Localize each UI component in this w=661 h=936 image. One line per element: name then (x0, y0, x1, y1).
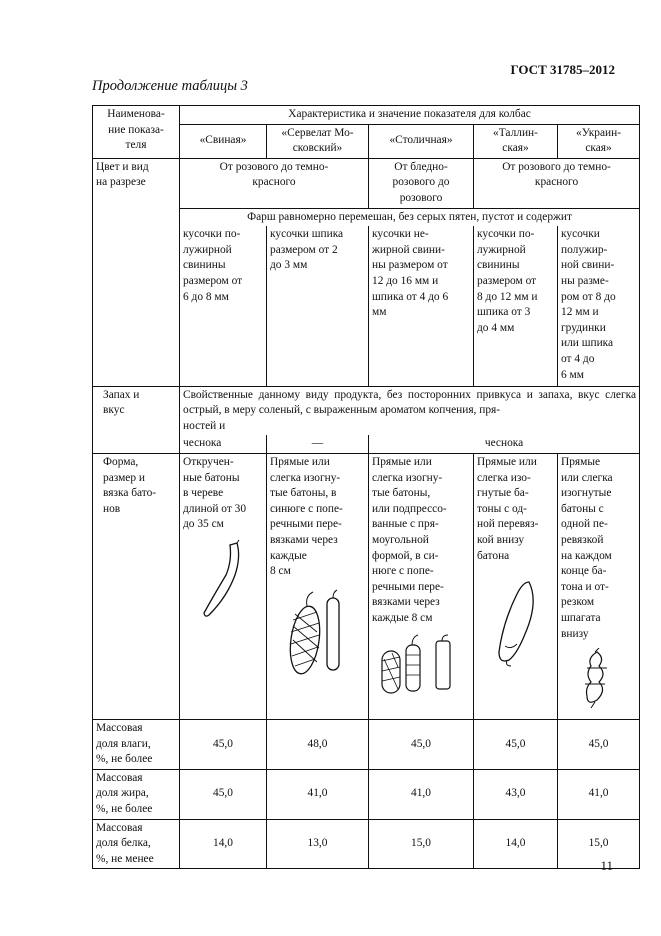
stuffing-cell: кусочки шпика размером от 2 до 3 мм (267, 226, 369, 386)
stuffing-cell: кусочки по- лужирной свинины размером от 6 до 8 мм (180, 226, 267, 386)
fat-value: 41,0 (369, 769, 474, 819)
product-header: «Столичная» (369, 124, 474, 158)
protein-label: Массовая доля белка, %, не менее (93, 819, 180, 869)
fat-label: Массовая доля жира, %, не более (93, 769, 180, 819)
moisture-value: 48,0 (267, 720, 369, 770)
moisture-label: Массовая доля влаги, %, не более (93, 720, 180, 770)
color-value: От бледно- розового до розового (369, 158, 474, 208)
protein-value: 15,0 (558, 819, 640, 869)
moisture-value: 45,0 (558, 720, 640, 770)
fat-value: 41,0 (558, 769, 640, 819)
standard-number: ГОСТ 31785–2012 (510, 62, 615, 77)
product-header: «Сервелат Мо- сковский» (267, 124, 369, 158)
twisted-sausage-icon (193, 539, 253, 619)
protein-value: 14,0 (180, 819, 267, 869)
moisture-value: 45,0 (474, 720, 558, 770)
ringed-sausage-icon (581, 648, 617, 710)
smell-sub: — (267, 435, 369, 453)
protein-value: 13,0 (267, 819, 369, 869)
smell-text: Свойственные данному виду продукта, без посторонних привкуса и запаха, вкус слегка острый, в меру соленый, с выраженным ароматом копчения, пря- ностей и (180, 386, 640, 435)
fat-value: 45,0 (180, 769, 267, 819)
moisture-value: 45,0 (180, 720, 267, 770)
stuffing-cell: кусочки полужир- ной свини- ны разме- ром от 8 до 12 мм и грудинки или шпика от 4 до 6 мм (558, 226, 640, 386)
color-value: От розового до темно- красного (180, 158, 369, 208)
form-label: Форма, размер и вязка бато- нов (93, 454, 180, 720)
fat-value: 41,0 (267, 769, 369, 819)
stuffing-cell: кусочки не- жирной свини- ны размером от 12 до 16 мм и шпика от 4 до 6 мм (369, 226, 474, 386)
smell-sub: чеснока (180, 435, 267, 453)
form-cell: Откручен- ные батоны в черeве длиной от 30 до 35 см (183, 456, 247, 531)
protein-value: 15,0 (369, 819, 474, 869)
curved-sausage-icon (491, 570, 541, 670)
form-cell: Прямые или слегка изогнутые батоны с одной пе- ревязкой на каждом конце ба- тона и от- резком шпагата внизу (561, 456, 613, 640)
stuffing-cell: кусочки по- лужирной свинины размером от 8 до 12 мм и шпика от 3 до 4 мм (474, 226, 558, 386)
sausage-characteristics-table (92, 105, 640, 869)
form-cell: Прямые или слегка изо- гнутые ба- тоны с од- ной перевяз- кой внизу батона (477, 456, 539, 562)
smell-label: Запах и вкус (93, 386, 180, 453)
tied-sausage-icon (285, 586, 351, 678)
protein-value: 14,0 (474, 819, 558, 869)
continuation-caption: Продолжение таблицы 3 (92, 78, 248, 94)
form-cell: Прямые или слегка изогну- тые батоны, в синюге с попе- речными пере- вязками через каждые 8 см (270, 456, 343, 578)
color-label: Цвет и вид на разрезе (93, 158, 180, 386)
page-number: 11 (600, 858, 613, 873)
product-header: «Свиная» (180, 124, 267, 158)
product-header: «Таллин- ская» (474, 124, 558, 158)
product-header: «Украин- ская» (558, 124, 640, 158)
smell-sub: чеснока (369, 435, 640, 453)
pressed-sausage-icon (376, 633, 466, 699)
group-header: Характеристика и значение показателя для колбас (180, 106, 640, 125)
stuffing-common-text: Фарш равномерно перемешан, без серых пятен, пустот и содержит (180, 208, 640, 226)
fat-value: 43,0 (474, 769, 558, 819)
color-value: От розового до темно- красного (474, 158, 640, 208)
form-cell: Прямые или слегка изогну- тые батоны, или подпрессо- ванные с пря- моугольной формой, в си- нюге с попе- речными пере- вязками через каждые 8 см (372, 456, 447, 624)
moisture-value: 45,0 (369, 720, 474, 770)
indicator-name-header: Наименова- ние показа- теля (93, 106, 180, 159)
